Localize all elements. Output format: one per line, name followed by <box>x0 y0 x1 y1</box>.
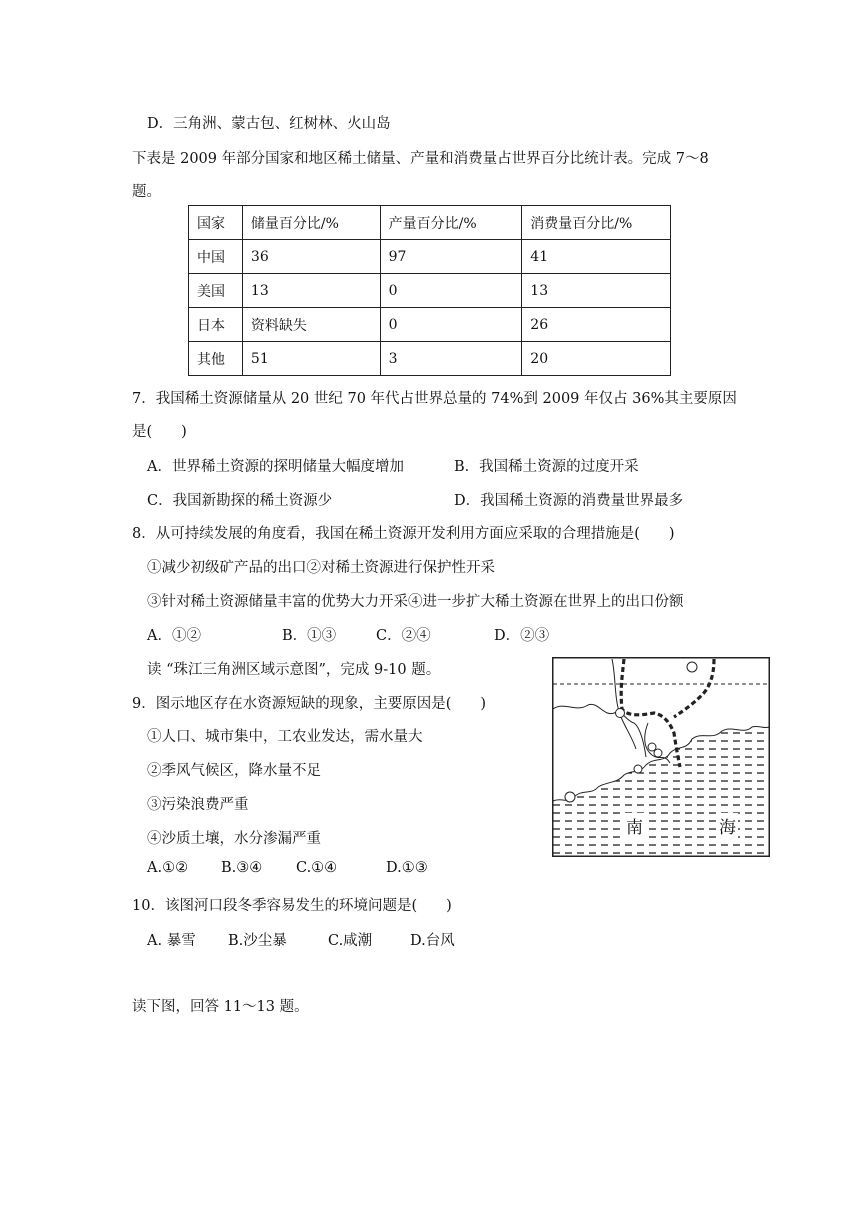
q6-option-d: D．三角洲、蒙古包、红树林、火山岛 <box>147 116 391 132</box>
header-cell: 消费量百分比/% <box>522 206 671 240</box>
sea-label-2: 海 <box>717 813 738 838</box>
q8-option-a: A．①② <box>147 628 201 644</box>
q7-option-b: B．我国稀土资源的过度开采 <box>454 459 639 475</box>
table-cell: 41 <box>522 240 671 274</box>
header-cell: 储量百分比/% <box>242 206 380 240</box>
q7-option-c: C．我国新勘探的稀土资源少 <box>147 493 333 509</box>
city-marker <box>565 792 575 802</box>
table-row <box>189 274 671 308</box>
q9-option-a: A.①② <box>147 860 189 876</box>
table-cell: 3 <box>380 342 522 376</box>
table-cell: 26 <box>522 308 671 342</box>
city-marker <box>654 749 662 757</box>
q9-statement-2: ②季风气候区，降水量不足 <box>147 763 321 779</box>
city-marker <box>687 662 697 672</box>
header-cell: 国家 <box>189 206 243 240</box>
header-cell: 产量百分比/% <box>380 206 522 240</box>
q8-stem: 8．从可持续发展的角度看，我国在稀土资源开发利用方面应采取的合理措施是( ) <box>132 526 675 542</box>
q9-option-c: C.①④ <box>296 860 338 876</box>
table-cell: 资料缺失 <box>242 308 380 342</box>
q8-option-b: B．①③ <box>282 628 337 644</box>
q8-option-d: D．②③ <box>494 628 550 644</box>
q9-stem: 9．图示地区存在水资源短缺的现象，主要原因是( ) <box>132 696 487 712</box>
q10-option-b: B.沙尘暴 <box>228 933 287 949</box>
city-marker <box>648 743 656 751</box>
q9-statement-1: ①人口、城市集中，工农业发达，需水量大 <box>147 729 423 745</box>
table-intro-line2: 题。 <box>132 184 161 200</box>
city-marker <box>616 709 625 718</box>
q10-option-c: C.咸潮 <box>328 933 373 949</box>
q9-statement-4: ④沙质土壤，水分渗漏严重 <box>147 831 321 847</box>
table-header-row <box>189 206 671 240</box>
q8-statement-2: ③针对稀土资源储量丰富的优势大力开采④进一步扩大稀土资源在世界上的出口份额 <box>147 594 684 610</box>
table-cell: 13 <box>242 274 380 308</box>
table-cell: 36 <box>242 240 380 274</box>
table-row <box>189 342 671 376</box>
table-cell: 美国 <box>189 274 243 308</box>
q9-option-d: D.①③ <box>386 860 428 876</box>
pearl-river-delta-map <box>552 657 770 857</box>
q7-option-a: A．世界稀土资源的探明储量大幅度增加 <box>147 459 404 475</box>
table-cell: 13 <box>522 274 671 308</box>
table-row <box>189 308 671 342</box>
footer-prompt: 读下图，回答 11～13 题。 <box>132 999 309 1015</box>
city-marker <box>634 765 642 773</box>
rare-earth-table <box>188 205 671 376</box>
table-cell: 日本 <box>189 308 243 342</box>
q9-statement-3: ③污染浪费严重 <box>147 797 249 813</box>
table-row <box>189 240 671 274</box>
table-cell: 中国 <box>189 240 243 274</box>
q9-option-b: B.③④ <box>221 860 263 876</box>
q8-statement-1: ①减少初级矿产品的出口②对稀土资源进行保护性开采 <box>147 560 495 576</box>
table-cell: 51 <box>242 342 380 376</box>
q7-stem-line1: 7．我国稀土资源储量从 20 世纪 70 年代占世界总量的 74%到 2009 年仅占 36%其主要原因 <box>132 391 737 407</box>
q10-stem: 10．该图河口段冬季容易发生的环境问题是( ) <box>132 898 452 914</box>
table-intro-line1: 下表是 2009 年部分国家和地区稀土储量、产量和消费量占世界百分比统计表。完成 7～8 <box>132 151 709 167</box>
q7-option-d: D．我国稀土资源的消费量世界最多 <box>454 493 684 509</box>
q7-stem-line2: 是( ) <box>132 424 187 440</box>
sea-label-1: 南 <box>624 813 645 838</box>
map-intro: 读 “珠江三角洲区域示意图”，完成 9-10 题。 <box>147 662 441 678</box>
table-cell: 0 <box>380 274 522 308</box>
table-cell: 20 <box>522 342 671 376</box>
q8-option-c: C．②④ <box>376 628 431 644</box>
table-cell: 其他 <box>189 342 243 376</box>
q10-option-a: A. 暴雪 <box>147 933 196 949</box>
table-cell: 0 <box>380 308 522 342</box>
q10-option-d: D.台风 <box>410 933 455 949</box>
table-cell: 97 <box>380 240 522 274</box>
